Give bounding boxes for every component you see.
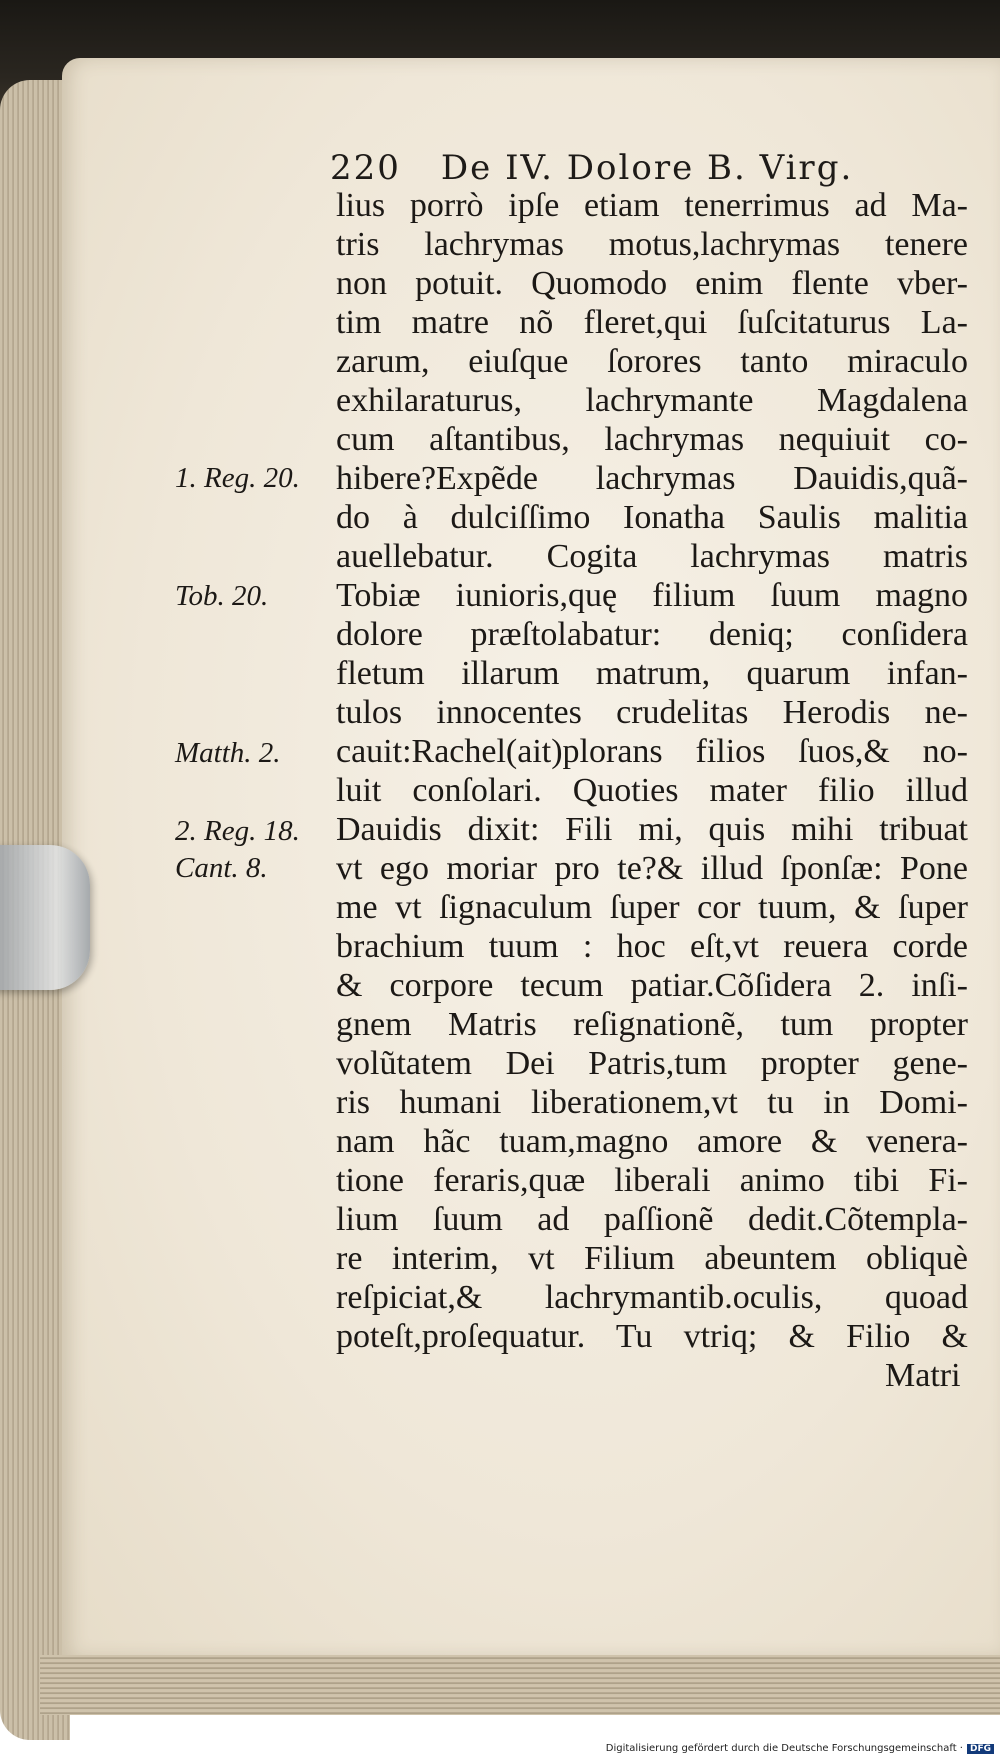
body-line: poteſt,proſequatur. Tu vtriq; & Filio & [336,1318,968,1355]
body-line: nam hãc tuam,magno amore & venera- [336,1123,968,1160]
body-line: ris humani liberationem,vt tu in Domi- [336,1084,968,1121]
body-line: non potuit. Quomodo enim flente vber- [336,265,968,302]
body-line: cauit:Rachel(ait)plorans filios ſuos,& no- [336,733,968,770]
dfg-logo: DFG [967,1744,994,1754]
body-line: brachium tuum : hoc eſt,vt reuera corde [336,928,968,965]
body-line: luit conſolari. Quoties mater filio illud [336,772,968,809]
body-line: tulos innocentes crudelitas Herodis ne- [336,694,968,731]
body-line: re interim, vt Filium abeuntem obliquè [336,1240,968,1277]
body-line: do à dulciſſimo Ionatha Saulis malitia [336,499,968,536]
margin-note: Matth. 2. [175,737,281,769]
body-line: volũtatem Dei Patris,tum propter gene- [336,1045,968,1082]
body-line: vt ego moriar pro te?& illud ſponſæ: Pone [336,850,968,887]
margin-note: 1. Reg. 20. [175,462,300,494]
body-line: cum aſtantibus, lachrymas nequiuit co- [336,421,968,458]
body-line: Dauidis dixit: Fili mi, quis mihi tribuat [336,811,968,848]
body-line: & corpore tecum patiar.Cõſidera 2. inſi- [336,967,968,1004]
digitization-credit [606,1743,994,1754]
body-line: tim matre nõ fleret,qui ſuſcitaturus La- [336,304,968,341]
body-line: reſpiciat,& lachrymantib.oculis, quoad [336,1279,968,1316]
body-line: lius porrò ipſe etiam tenerrimus ad Ma- [336,187,968,224]
running-title: De IV. Dolore B. Virg. [440,148,854,188]
margin-note: Tob. 20. [175,580,269,612]
body-line: lium ſuum ad paſſionẽ dedit.Cõtempla- [336,1201,968,1238]
catchword: Matri [885,1357,961,1394]
body-line: tris lachrymas motus,lachrymas tenere [336,226,968,263]
credit-text: Digitalisierung gefördert durch die Deutsche Forschungsgemeinschaft · [605,1743,963,1754]
body-line: zarum, eiuſque ſorores tanto miraculo [336,343,968,380]
body-line: Tobiæ iunioris,quę filium ſuum magno [336,577,968,614]
body-line: me vt ſignaculum ſuper cor tuum, & ſuper [336,889,968,926]
margin-note: 2. Reg. 18. [175,815,300,847]
book-bottom-edges [40,1655,1000,1715]
body-line: hibere?Expẽde lachrymas Dauidis,quã- [336,460,968,497]
page-number: 220 [330,148,401,188]
running-header [330,148,853,188]
margin-note: Cant. 8. [175,852,268,884]
body-line: fletum illarum matrum, quarum infan- [336,655,968,692]
body-line: dolore præſtolabatur: deniq; conſidera [336,616,968,653]
body-line: gnem Matris reſignationẽ, tum propter [336,1006,968,1043]
body-line: exhilaraturus, lachrymante Magdalena [336,382,968,419]
body-line: tione feraris,quæ liberali animo tibi Fi- [336,1162,968,1199]
page-clip [0,845,90,990]
body-line: auellebatur. Cogita lachrymas matris [336,538,968,575]
